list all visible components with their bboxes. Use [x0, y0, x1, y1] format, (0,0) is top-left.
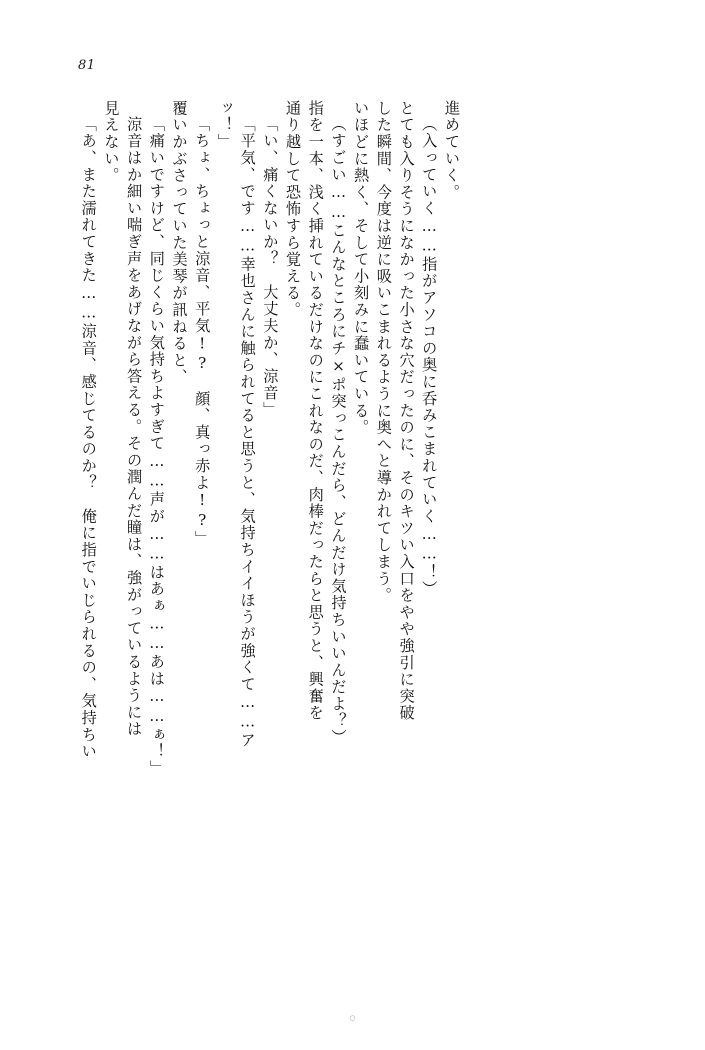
text-column: 通り越して恐怖すら覚える。 — [284, 100, 303, 319]
text-column: 「痛いですけど、同じくらい気持ちよすぎて……声が……はあぁ……あは……ぁ！」 — [147, 116, 166, 777]
text-column: した瞬間、今度は逆に吸いこまれるように奥へと導かれてしまう。 — [374, 100, 393, 604]
text-column: 見えない。 — [102, 100, 121, 184]
page-number: 81 — [78, 58, 96, 73]
text-column: 「平気、です……幸也さんに触られてると思うと、気持ちイイほうが強くて……ア — [238, 116, 257, 749]
text-column: とても入りそうになかった小さな穴だったのに、そのキツい入口をやや強引に突破 — [397, 100, 416, 722]
text-column: 覆いかぶさっていた美琴が訊ねると、 — [170, 100, 189, 386]
text-column: 指を一本、浅く挿れているだけなのにこれなのだ、肉棒だったらと思うと、興奮を — [306, 100, 325, 722]
vertical-text-block — [73, 100, 633, 960]
footer-mark: ○ — [349, 1014, 356, 1022]
text-column: 涼音はか細い喘ぎ声をあげながら答える。その潤んだ瞳は、強がっているようには — [125, 116, 144, 738]
text-column: 「ちょ、ちょっと涼音、平気!? 顔、真っ赤よ!?」 — [193, 116, 212, 548]
text-column: （すごい……こんなところにチ×ポ突っこんだら、どんだけ気持ちいいんだよ？） — [329, 116, 348, 746]
text-column: 「あ、また濡れてきた……涼音、感じてるのか？ 俺に指でいじられるの、気持ちい — [79, 116, 98, 760]
text-column: 進めていく。 — [442, 100, 461, 201]
text-column-with-ruby: いほどに熱く、そして小刻みに蠢いている。 — [352, 100, 371, 436]
text-column: ッ！」 — [215, 100, 234, 151]
text-column: 「い、痛くないか？ 大丈夫か、涼音」 — [261, 116, 280, 419]
text-column: （入っていく……指がアソコの奥に呑みこまれていく……！） — [420, 116, 439, 598]
